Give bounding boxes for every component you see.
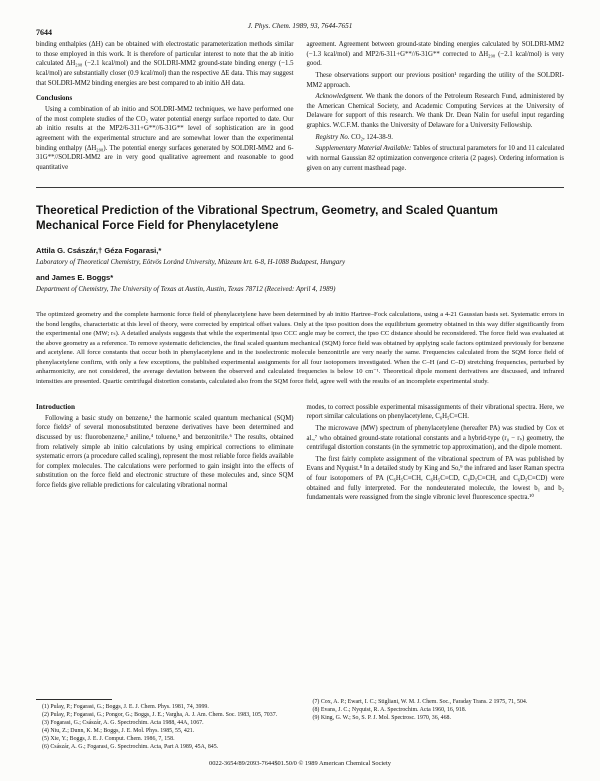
- prev-article-right-column: [307, 40, 565, 173]
- acknowledgment-lead: Acknowledgment.: [315, 93, 364, 101]
- supplementary-text: Tables of structural parameters for 10 and 11 calculated with normal Gaussian 82 optimization convergence criteria (2 pages). Ordering information is given on any current masthead page.: [306, 145, 564, 172]
- article-title-block: [36, 204, 564, 300]
- introduction-paragraph: Following a basic study on benzene,¹ the harmonic scaled quantum mechanical (SQM) force fields² of several monosubstituted benzene derivatives have been determined and discussed by us: fluorobenzene,³ aniline,⁴ toluene,⁵ and benzonitrile.⁶ The results, obtained from relatively simple ab initio calculations by using empirical corrections to eliminate systematic errors (a procedure called scaling), represent the most reliable force fields available for complex molecules. The calculations were performed to gain insight into the effects of substitution on the force field and electronic structure of these molecules and, since SQM force fields give reliable predictions for calculating vibrational normal: [36, 414, 294, 490]
- conclusions-heading: Conclusions: [36, 94, 73, 103]
- body-paragraph: The microwave (MW) spectrum of phenylacetylene (hereafter PA) was studied by Cox et al.,⁷ who obtained ground-state rotational constants and a hybrid-type (r₀ − rₛ) geometry, the centrifugal distortion constants (in the symmetric top approximation), and the dipole moment.: [306, 424, 564, 452]
- registry-paragraph: [307, 133, 565, 143]
- supplementary-lead: Supplementary Material Available:: [315, 145, 412, 153]
- prev-article-left-column: [36, 40, 294, 173]
- journal-citation: J. Phys. Chem. 1989, 93, 7644-7651: [247, 22, 353, 30]
- acknowledgment-text: We thank the donors of the Petroleum Research Fund, administered by the American Chemical Society, and Academic Computing Services at the University of Delaware for support of this research. We thank Dr. Dean Nalin for useful input regarding graphics. W.C.F.M. thanks the University of Delaware for a University Fellowship.: [306, 93, 564, 130]
- footnote-entry: (5) Xie, Y.; Boggs, J. E. J. Comput. Chem. 1986, 7, 158.: [42, 736, 175, 743]
- footnote-entry: (7) Cox, A. P.; Ewart, I. C.; Stigliani, W. M. J. Chem. Soc., Faraday Trans. 2 1975, 71, 504.: [312, 699, 528, 706]
- acknowledgment-paragraph: [307, 92, 565, 131]
- copyright-footer: 0022-3654/89/2093-7644$01.50/0 © 1989 American Chemical Society: [209, 760, 391, 767]
- footnote-entry: (3) Fogarasi, G.; Császár, A. G. Spectrochim. Acta 1988, 44A, 1067.: [42, 720, 204, 727]
- body-paragraph: The first fairly complete assignment of the vibrational spectrum of PA was published by Evans and Nyquist.⁸ In a detailed study by King and So,⁹ the infrared and laser Raman spectra of four isotopomers of PA (C₆H₅C≡CH, C₆H₅C≡CD, C₆D₅C≡CH, and C₆D₅C≡CD) were obtained and fully interpreted. For the nondeuterated molecule, the lowest b₁ and b₂ fundamentals were reassigned from the single vibronic level fluorescence spectra.¹⁰: [306, 455, 564, 502]
- registry-lead: Registry No.: [315, 133, 350, 141]
- conclusions-paragraph: Using a combination of ab initio and SOLDRI-MM2 techniques, we have performed one of the most complete studies of the CO₂ water potential energy surface reported to date. Our ab initio results at the MP2/6-311+G**//6-31G** level of sophistication are in good agreement with the experimental structure and are somewhat lower than the experimental binding enthalpy (ΔH₂₉₈). The potential energy surfaces generated by SOLDRI-MM2 and 6-31G**//SOLDRI-MM2 are in very good qualitative agreement and reasonable to good quantitative: [36, 106, 294, 172]
- article-separator-rule: [36, 187, 564, 188]
- article-body: [36, 403, 564, 503]
- agreement-paragraph: agreement. Agreement between ground-state binding energies calculated by SOLDRI-MM2 (−1.3 kcal/mol) and MP2/6-311+G**//6-31G** corrected to ΔH₂₉₈ (−2.1 kcal/mol) is very good.: [306, 41, 564, 68]
- observations-paragraph: These observations support our previous position¹ regarding the utility of the SOLDRI-MM2 approach.: [306, 71, 564, 89]
- body-paragraph: modes, to correct possible experimental misassignments of their vibrational spectra. Here, we report similar calculations on phenylacetylene, C₆H₅C≡CH.: [306, 403, 564, 421]
- authors-line-1: Attila G. Császár,† Géza Fogarasi,*: [36, 246, 162, 256]
- running-head: [36, 22, 564, 37]
- footnote-entry: (9) King, G. W.; So, S. P. J. Mol. Spectrosc. 1970, 36, 468.: [312, 715, 451, 722]
- introduction-heading: Introduction: [36, 402, 76, 411]
- previous-article-end: [36, 40, 564, 173]
- body-right-column: [307, 403, 565, 503]
- footnote-rule: [36, 699, 112, 700]
- affiliation-2: Department of Chemistry, The University of Texas at Austin, Austin, Texas 78712 (Received: April 4, 1989): [36, 285, 336, 294]
- affiliation-1: Laboratory of Theoretical Chemistry, Eötvös Loránd University, Múzeum krt. 6-8, H-1088 Budapest, Hungary: [36, 258, 346, 267]
- registry-text: CO₂, 124-38-9.: [349, 133, 394, 141]
- footnote-entry: (6) Császár, A. G.; Fogarasi, G. Spectrochim. Acta, Part A 1989, 45A, 845.: [42, 744, 219, 751]
- body-left-column: [36, 403, 294, 503]
- supplementary-paragraph: [307, 144, 565, 173]
- footnote-entry: (1) Pulay, P.; Fogarasi, G.; Boggs, J. E. J. Chem. Phys. 1981, 74, 3999.: [42, 704, 209, 711]
- footnotes-left-column: [36, 699, 294, 752]
- continuation-paragraph: binding enthalpies (ΔH) can be obtained with electrostatic parameterization methods similar to those employed in this work. It is therefore of particular interest to note that the ab initio calculated ΔH₂₉₈ (−2.1 kcal/mol) and the SOLDRI-MM2 ground-state binding energy (−1.5 kcal/mol) are substantially closer (0.9 kcal/mol) than the respective ΔE data. This may suggest that SOLDRI-MM2 binding energies are best compared to ab initio ΔH data.: [36, 41, 294, 87]
- footnotes-section: [36, 699, 564, 752]
- page-number: 7644: [36, 28, 52, 37]
- article-title: Theoretical Prediction of the Vibrational Spectrum, Geometry, and Scaled Quantum Mechanical Force Field for Phenylacetylene: [36, 205, 498, 233]
- footnote-entry: (4) Niu, Z.; Dunn, K. M.; Boggs, J. E. Mol. Phys. 1985, 55, 421.: [42, 728, 195, 735]
- abstract-text: The optimized geometry and the complete harmonic force field of phenylacetylene have been determined by ab initio Hartree–Fock calculations, using a 4-21 Gaussian basis set. Systematic errors in the bond lengths, characteristic at this level of theory, were corrected by empirical offset values. Only at the ipso position does the equilibrium geometry obtained in this way differ significantly from the experimental one (MW; rₛ). A detailed analysis suggests that while the experimental ipso CCC angle may be correct, the ipso CC distance should be reconsidered. The force field was evaluated at the above geometry as a reference. To remove systematic deficiencies, the final scaled quantum mechanical (SQM) force field was obtained by applying scale factors optimized previously for benzene and acetylene. All force constants that occur both in phenylacetylene and in the isoelectronic molecule benzonitrile are very nearly the same. Frequencies calculated from the SQM force field of phenylacetylene confirm, with only a few exceptions, the published experimental assignments for all four isotopomers investigated. When the C–H (and C–D) stretching frequencies, perturbed by anharmonicity, are not considered, the average deviation between the observed and calculated frequencies is below 10 cm⁻¹. Theoretical dipole moment derivatives are discussed, and infrared intensities are presented. Quartic centrifugal distortion constants, calculated also from the SQM force field, agree well with the results of an incomplete experimental study.: [36, 311, 564, 386]
- authors-line-2: and James E. Boggs*: [36, 273, 114, 283]
- abstract-section: [36, 310, 564, 386]
- footnote-entry: (8) Evans, J. C.; Nyquist, R. A. Spectrochim. Acta 1960, 16, 918.: [312, 707, 467, 714]
- footnote-entry: (2) Pulay, P.; Fogarasi, G.; Pongor, G.; Boggs, J. E.; Vargha, A. J. Am. Chem. Soc. 1983, 105, 7037.: [42, 712, 278, 719]
- footnotes-right-column: [307, 699, 565, 752]
